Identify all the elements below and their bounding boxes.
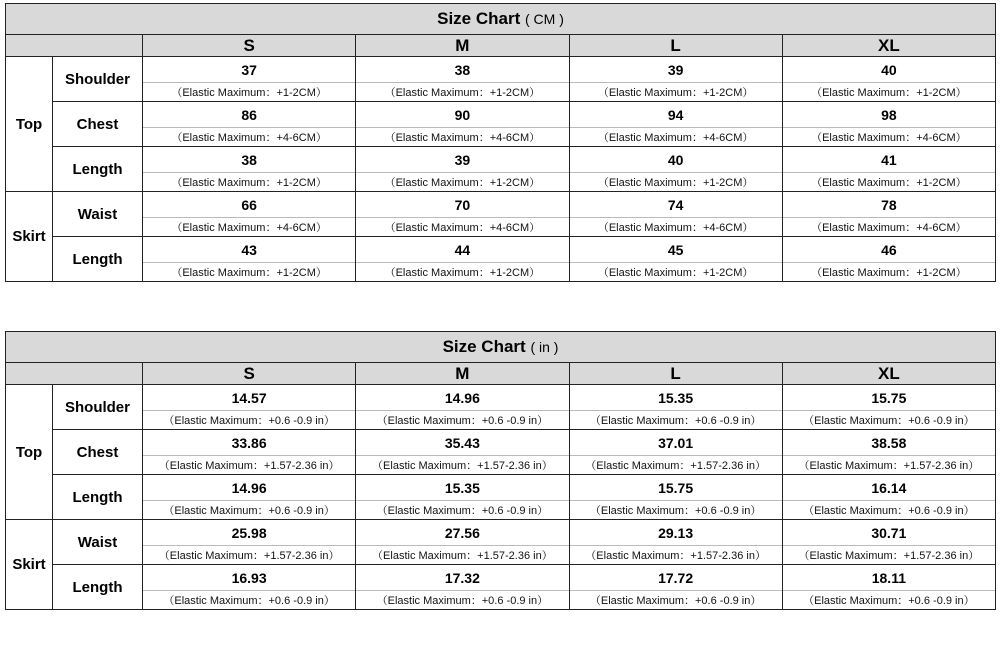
elastic-note: （Elastic Maximum：+4-6CM） xyxy=(143,128,356,147)
elastic-note: （Elastic Maximum：+0.6 -0.9 in） xyxy=(143,501,356,520)
elastic-note-row xyxy=(6,456,996,475)
elastic-note: （Elastic Maximum：+1.57-2.36 in） xyxy=(569,456,782,475)
elastic-note: （Elastic Maximum：+1-2CM） xyxy=(143,263,356,282)
size-chart-cm xyxy=(5,3,996,282)
measurement-value: 41 xyxy=(782,147,995,173)
measurement-value: 40 xyxy=(782,57,995,83)
size-header-row xyxy=(6,363,996,385)
measurement-value: 38 xyxy=(356,57,569,83)
size-header-m: M xyxy=(356,363,569,385)
measurement-label-length: Length xyxy=(53,147,143,192)
measurement-value: 29.13 xyxy=(569,520,782,546)
elastic-note: （Elastic Maximum：+4-6CM） xyxy=(782,218,995,237)
size-header-xl: XL xyxy=(782,363,995,385)
elastic-note: （Elastic Maximum：+1-2CM） xyxy=(356,173,569,192)
elastic-note: （Elastic Maximum：+4-6CM） xyxy=(356,128,569,147)
elastic-note: （Elastic Maximum：+0.6 -0.9 in） xyxy=(569,411,782,430)
elastic-note: （Elastic Maximum：+0.6 -0.9 in） xyxy=(356,411,569,430)
elastic-note: （Elastic Maximum：+0.6 -0.9 in） xyxy=(143,411,356,430)
elastic-note: （Elastic Maximum：+1.57-2.36 in） xyxy=(143,456,356,475)
elastic-note: （Elastic Maximum：+0.6 -0.9 in） xyxy=(569,501,782,520)
measurement-value: 17.72 xyxy=(569,565,782,591)
elastic-note-row xyxy=(6,501,996,520)
elastic-note: （Elastic Maximum：+4-6CM） xyxy=(569,218,782,237)
elastic-note: （Elastic Maximum：+1-2CM） xyxy=(569,83,782,102)
measurement-value-row xyxy=(6,147,996,173)
measurement-value-row xyxy=(6,385,996,411)
measurement-value: 78 xyxy=(782,192,995,218)
measurement-value: 94 xyxy=(569,102,782,128)
elastic-note: （Elastic Maximum：+1.57-2.36 in） xyxy=(143,546,356,565)
measurement-value-row xyxy=(6,565,996,591)
group-label-skirt: Skirt xyxy=(6,192,53,282)
elastic-note: （Elastic Maximum：+1-2CM） xyxy=(782,263,995,282)
measurement-value: 66 xyxy=(143,192,356,218)
elastic-note: （Elastic Maximum：+1.57-2.36 in） xyxy=(356,546,569,565)
elastic-note-row xyxy=(6,128,996,147)
measurement-value-row xyxy=(6,430,996,456)
size-header-l: L xyxy=(569,35,782,57)
size-chart-in xyxy=(5,331,996,610)
measurement-value: 15.75 xyxy=(569,475,782,501)
measurement-value: 27.56 xyxy=(356,520,569,546)
measurement-value: 74 xyxy=(569,192,782,218)
measurement-label-length: Length xyxy=(53,565,143,610)
elastic-note: （Elastic Maximum：+0.6 -0.9 in） xyxy=(356,591,569,610)
measurement-value: 44 xyxy=(356,237,569,263)
group-label-top: Top xyxy=(6,57,53,192)
measurement-value: 37 xyxy=(143,57,356,83)
measurement-value: 25.98 xyxy=(143,520,356,546)
elastic-note: （Elastic Maximum：+4-6CM） xyxy=(356,218,569,237)
elastic-note: （Elastic Maximum：+1.57-2.36 in） xyxy=(356,456,569,475)
measurement-label-shoulder: Shoulder xyxy=(53,385,143,430)
chart-title-text: Size Chart xyxy=(437,9,521,28)
chart-title-text: Size Chart xyxy=(442,337,526,356)
measurement-value: 70 xyxy=(356,192,569,218)
measurement-value-row xyxy=(6,237,996,263)
measurement-value: 14.96 xyxy=(143,475,356,501)
measurement-value: 38.58 xyxy=(782,430,995,456)
elastic-note: （Elastic Maximum：+4-6CM） xyxy=(782,128,995,147)
measurement-value: 98 xyxy=(782,102,995,128)
measurement-value: 33.86 xyxy=(143,430,356,456)
size-header-s: S xyxy=(143,363,356,385)
size-chart-cm-body xyxy=(6,4,996,282)
elastic-note-row xyxy=(6,83,996,102)
measurement-value: 37.01 xyxy=(569,430,782,456)
measurement-value: 15.75 xyxy=(782,385,995,411)
measurement-value: 40 xyxy=(569,147,782,173)
elastic-note: （Elastic Maximum：+0.6 -0.9 in） xyxy=(143,591,356,610)
header-blank-cell xyxy=(6,35,143,57)
measurement-value: 39 xyxy=(569,57,782,83)
measurement-value: 45 xyxy=(569,237,782,263)
elastic-note: （Elastic Maximum：+1.57-2.36 in） xyxy=(569,546,782,565)
measurement-value: 18.11 xyxy=(782,565,995,591)
elastic-note: （Elastic Maximum：+4-6CM） xyxy=(143,218,356,237)
elastic-note: （Elastic Maximum：+1-2CM） xyxy=(356,83,569,102)
chart-title-unit: ( CM ) xyxy=(524,11,564,27)
elastic-note: （Elastic Maximum：+1-2CM） xyxy=(356,263,569,282)
measurement-value: 86 xyxy=(143,102,356,128)
elastic-note: （Elastic Maximum：+0.6 -0.9 in） xyxy=(569,591,782,610)
elastic-note: （Elastic Maximum：+4-6CM） xyxy=(569,128,782,147)
measurement-value: 35.43 xyxy=(356,430,569,456)
elastic-note: （Elastic Maximum：+1.57-2.36 in） xyxy=(782,546,995,565)
measurement-label-chest: Chest xyxy=(53,430,143,475)
measurement-value: 30.71 xyxy=(782,520,995,546)
measurement-value: 15.35 xyxy=(356,475,569,501)
measurement-value: 14.96 xyxy=(356,385,569,411)
measurement-value: 39 xyxy=(356,147,569,173)
elastic-note-row xyxy=(6,218,996,237)
elastic-note-row xyxy=(6,411,996,430)
elastic-note: （Elastic Maximum：+1-2CM） xyxy=(143,83,356,102)
elastic-note-row xyxy=(6,591,996,610)
measurement-value-row xyxy=(6,192,996,218)
chart-title xyxy=(6,332,996,363)
measurement-label-chest: Chest xyxy=(53,102,143,147)
measurement-value-row xyxy=(6,102,996,128)
group-label-skirt: Skirt xyxy=(6,520,53,610)
elastic-note: （Elastic Maximum：+0.6 -0.9 in） xyxy=(356,501,569,520)
measurement-value: 15.35 xyxy=(569,385,782,411)
size-chart-in-body xyxy=(6,332,996,610)
measurement-value: 46 xyxy=(782,237,995,263)
size-header-xl: XL xyxy=(782,35,995,57)
group-label-top: Top xyxy=(6,385,53,520)
elastic-note: （Elastic Maximum：+1-2CM） xyxy=(143,173,356,192)
measurement-value-row xyxy=(6,57,996,83)
elastic-note-row xyxy=(6,546,996,565)
chart-title xyxy=(6,4,996,35)
measurement-label-length: Length xyxy=(53,475,143,520)
measurement-value: 14.57 xyxy=(143,385,356,411)
size-header-l: L xyxy=(569,363,782,385)
elastic-note-row xyxy=(6,263,996,282)
title-row xyxy=(6,4,996,35)
elastic-note: （Elastic Maximum：+0.6 -0.9 in） xyxy=(782,591,995,610)
elastic-note: （Elastic Maximum：+1-2CM） xyxy=(569,263,782,282)
header-blank-cell xyxy=(6,363,143,385)
elastic-note: （Elastic Maximum：+1-2CM） xyxy=(782,83,995,102)
measurement-value: 43 xyxy=(143,237,356,263)
elastic-note: （Elastic Maximum：+0.6 -0.9 in） xyxy=(782,501,995,520)
measurement-label-shoulder: Shoulder xyxy=(53,57,143,102)
size-header-s: S xyxy=(143,35,356,57)
elastic-note: （Elastic Maximum：+1.57-2.36 in） xyxy=(782,456,995,475)
chart-title-unit: ( in ) xyxy=(530,339,559,355)
measurement-value: 38 xyxy=(143,147,356,173)
measurement-value: 90 xyxy=(356,102,569,128)
measurement-value: 16.14 xyxy=(782,475,995,501)
measurement-label-length: Length xyxy=(53,237,143,282)
size-header-row xyxy=(6,35,996,57)
size-header-m: M xyxy=(356,35,569,57)
elastic-note: （Elastic Maximum：+1-2CM） xyxy=(782,173,995,192)
elastic-note: （Elastic Maximum：+0.6 -0.9 in） xyxy=(782,411,995,430)
measurement-value: 16.93 xyxy=(143,565,356,591)
measurement-label-waist: Waist xyxy=(53,520,143,565)
measurement-value: 17.32 xyxy=(356,565,569,591)
elastic-note: （Elastic Maximum：+1-2CM） xyxy=(569,173,782,192)
measurement-value-row xyxy=(6,520,996,546)
measurement-value-row xyxy=(6,475,996,501)
elastic-note-row xyxy=(6,173,996,192)
title-row xyxy=(6,332,996,363)
measurement-label-waist: Waist xyxy=(53,192,143,237)
